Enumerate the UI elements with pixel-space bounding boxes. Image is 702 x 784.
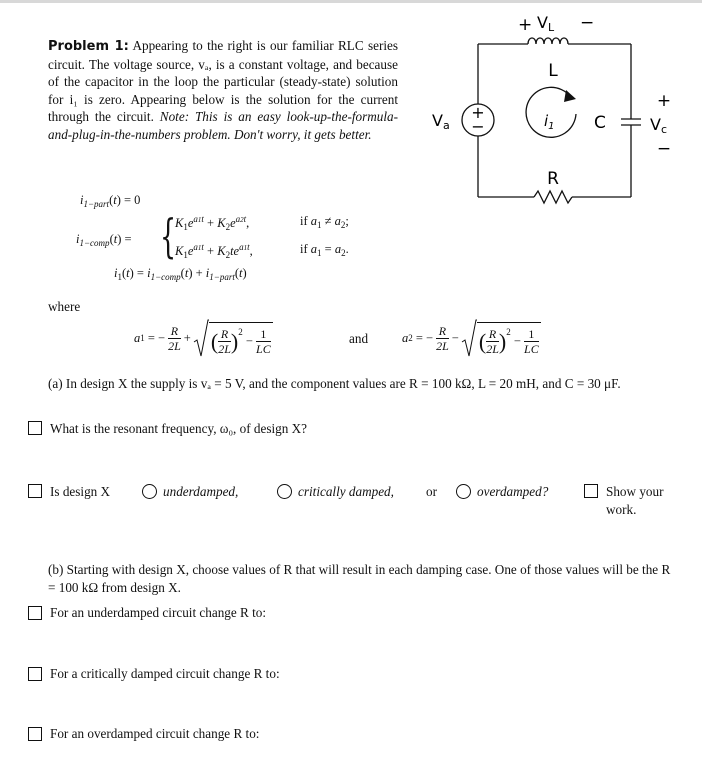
- eq-particular: $i_{1-part}(t) = 0$: [80, 193, 141, 209]
- show-work-checkbox[interactable]: [584, 484, 598, 498]
- radio-overdamped[interactable]: [456, 484, 471, 499]
- eq-total: $i_1(t) = i_{1-comp}(t) + i_{1-part}(t)$: [114, 266, 247, 282]
- capacitor-label: C: [594, 113, 606, 133]
- overdamped-prompt: For an overdamped circuit change R to:: [50, 726, 260, 741]
- inductor-label: L: [548, 61, 558, 81]
- label-or: or: [426, 484, 437, 499]
- answer-checkbox-critical[interactable]: [28, 667, 42, 681]
- problem-note: Note: This is an easy look-up-the-formula-and-plug-in-the-numbers problem. Don't worry, it gets better.: [48, 109, 398, 142]
- source-minus: −: [471, 117, 485, 136]
- show-work-label: Show your work.: [606, 484, 664, 517]
- answer-checkbox-under[interactable]: [28, 606, 42, 620]
- radio-underdamped[interactable]: [142, 484, 157, 499]
- where-label: where: [48, 299, 81, 314]
- damping-prefix: Is design X: [50, 484, 111, 499]
- answer-checkbox-resonant[interactable]: [28, 421, 42, 435]
- part-a-text: (a) In design X the supply is vₐ = 5 V, and the component values are R = 100 kΩ, L = 20 mH, and C = 30 μF.: [48, 376, 621, 391]
- problem-heading: Problem 1:: [48, 39, 129, 54]
- vc-label: Vc: [650, 115, 668, 136]
- top-border: [0, 0, 702, 3]
- vl-plus: +: [518, 15, 533, 35]
- and-label: and: [349, 331, 369, 346]
- current-arrow-icon: [564, 90, 576, 102]
- radio-critically-damped[interactable]: [277, 484, 292, 499]
- eq-a1: a 1 = − $\frac{R}{2L}$ + ( $\frac{R}{2L}$ ) 2 − $\frac{1}{LC}$: [134, 318, 273, 358]
- resistor-symbol: [534, 191, 572, 203]
- eq-comp-lhs: $i_{1-comp}(t)$ =: [76, 232, 132, 248]
- vl-minus: −: [580, 13, 595, 33]
- vl-label: VL: [537, 13, 555, 34]
- source-plus: +: [471, 103, 485, 122]
- vc-plus: +: [656, 91, 672, 111]
- vc-minus: −: [656, 139, 672, 159]
- answer-checkbox-over[interactable]: [28, 727, 42, 741]
- label-underdamped: underdamped,: [163, 484, 239, 499]
- case-brace: {: [160, 209, 177, 263]
- eq-a2: a 2 = − $\frac{R}{2L}$ − ( $\frac{R}{2L}$ ) 2 − $\frac{1}{LC}$: [402, 318, 541, 358]
- critical-prompt: For a critically damped circuit change R to:: [50, 666, 280, 681]
- eq-case-1: $K_1e^{a1t} + K_2e^{a2t}$,: [175, 214, 250, 232]
- eq-case-1-cond: if $a_1 \ne a_2$;: [300, 214, 349, 230]
- rlc-circuit-diagram: [410, 8, 700, 218]
- underdamped-prompt: For an underdamped circuit change R to:: [50, 605, 267, 620]
- current-label: $i_1$: [544, 112, 555, 132]
- part-b-text: (b) Starting with design X, choose values of R that will result in each damping case. One of those values will be the R = 100 kΩ from design X.: [48, 562, 671, 595]
- problem-body: Appearing to the right is our familiar RLC series circuit. The voltage source, vₐ, is a constant voltage, and because of the capacitor in the loop the particular (steady-state) solution for i₁ is zero. Appearing below is the solution for the current through the circuit.: [48, 38, 399, 125]
- resonant-question: What is the resonant frequency, ω₀, of design X?: [50, 421, 308, 436]
- inductor-symbol: [528, 38, 568, 44]
- answer-checkbox-damping[interactable]: [28, 484, 42, 498]
- eq-case-2: $K_1e^{a1t} + K_2te^{a1t}$,: [175, 242, 253, 260]
- eq-case-2-cond: if $a_1 = a_2$.: [300, 242, 349, 258]
- label-overdamped: overdamped?: [477, 484, 549, 499]
- label-critically-damped: critically damped,: [298, 484, 394, 499]
- resistor-label: R: [547, 169, 559, 189]
- source-label: Va: [432, 111, 450, 132]
- capacitor-symbol: [621, 119, 641, 125]
- problem-statement: [48, 37, 398, 144]
